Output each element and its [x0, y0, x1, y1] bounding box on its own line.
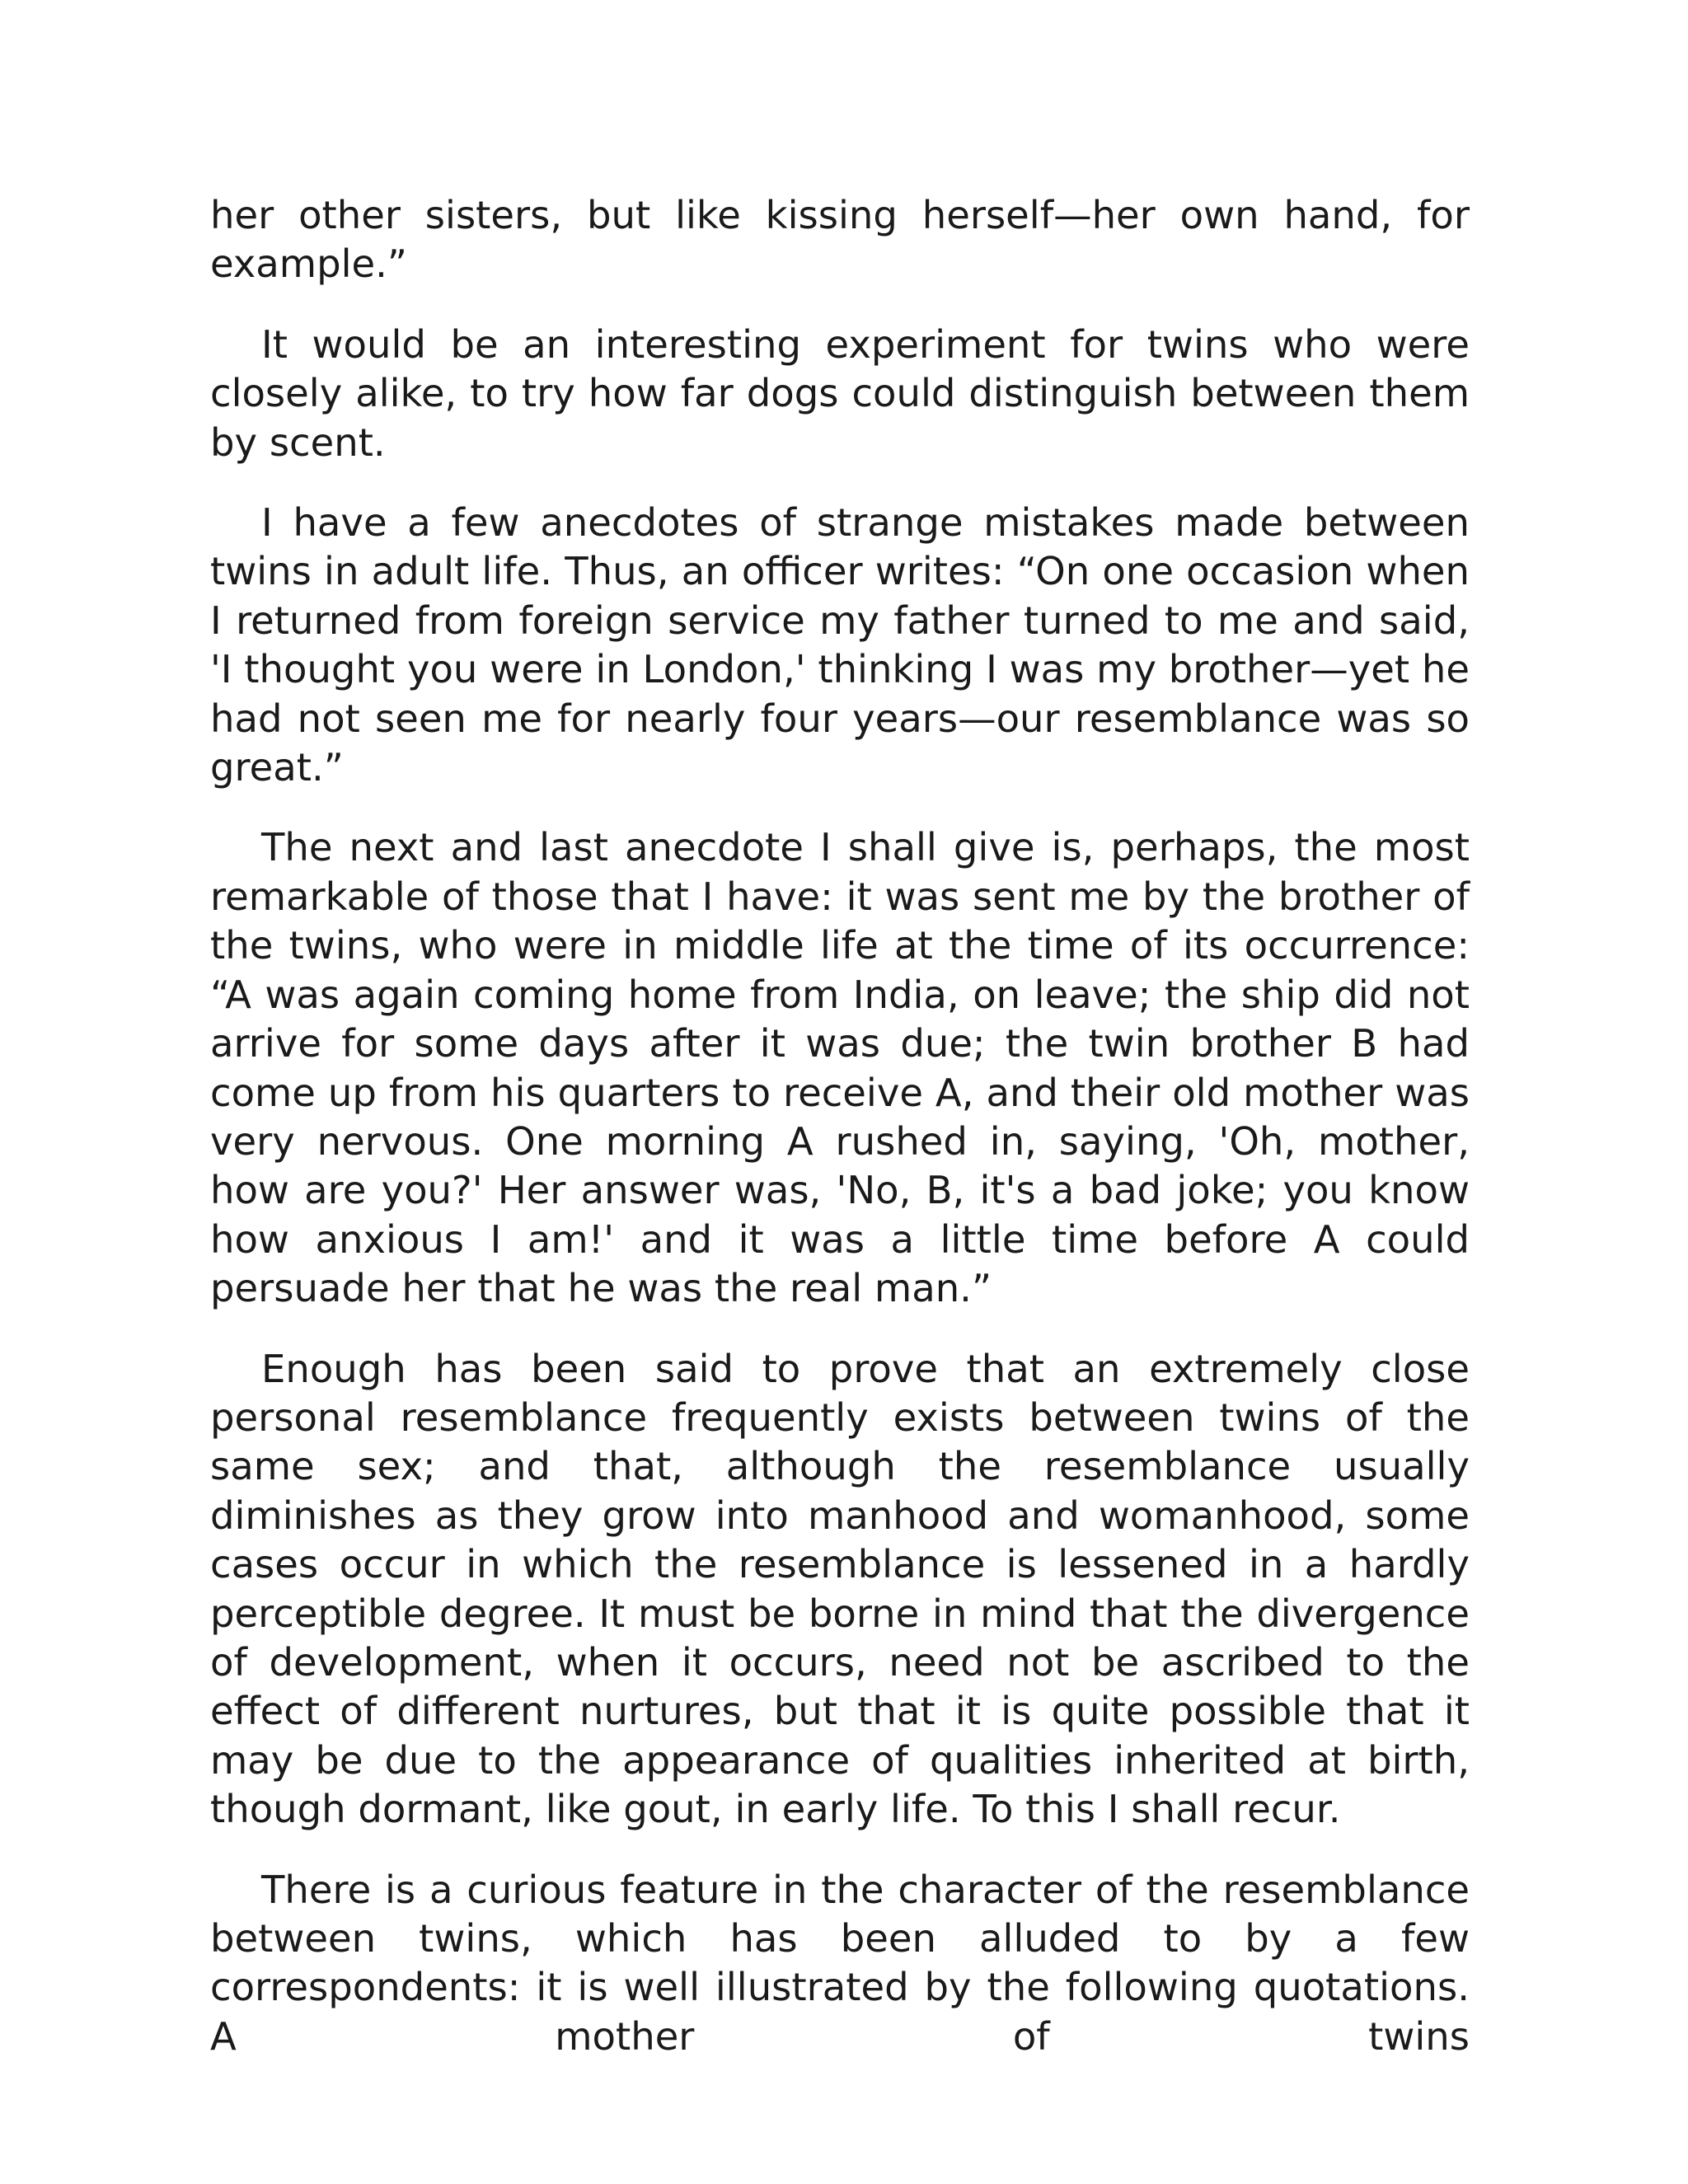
page-body	[210, 191, 1470, 2061]
paragraph-curious-feature: There is a curious feature in the character of the resemblance between twins, which has been alluded to by a few correspondents: it is well illustrated by the following quotations. A mother of twins	[210, 1867, 1470, 2059]
paragraph-officer-anecdote: I have a few anecdotes of strange mistakes made between twins in adult life. Thus, an officer writes: “On one occasion when I returned from foreign service my father turned to me and said, 'I thought you were in London,' thinking I was my brother—yet he had not seen me for nearly four years—our resemblance was so great.”	[210, 500, 1470, 790]
paragraph-dogs-experiment: It would be an interesting experiment for twins who were closely alike, to try how far dogs could distinguish between them by scent.	[210, 321, 1470, 465]
paragraph-india-anecdote: The next and last anecdote I shall give is, perhaps, the most remarkable of those that I have: it was sent me by the brother of the twins, who were in middle life at the time of its occurrence: “A was again coming home from India, on leave; the ship did not arrive for some days after it was due; the twin brother B had come up from his quarters to receive A, and their old mother was very nervous. One morning A rushed in, saying, 'Oh, mother, how are you?' Her answer was, 'No, B, it's a bad joke; you know how anxious I am!' and it was a little time before A could persuade her that he was the real man.”	[210, 825, 1470, 1311]
paragraph-continuation: her other sisters, but like kissing herself—her own hand, for example.”	[210, 193, 1470, 287]
paragraph-resemblance-summary: Enough has been said to prove that an extremely close personal resemblance frequently exists between twins of the same sex; and that, although the resemblance usually diminishes as they grow into manhood and womanhood, some cases occur in which the resemblance is lessened in a hardly perceptible degree. It must be borne in mind that the divergence of development, when it occurs, need not be ascribed to the effect of different nurtures, but that it is quite possible that it may be due to the appearance of qualities inherited at birth, though dormant, like gout, in early life. To this I shall recur.	[210, 1346, 1470, 1832]
